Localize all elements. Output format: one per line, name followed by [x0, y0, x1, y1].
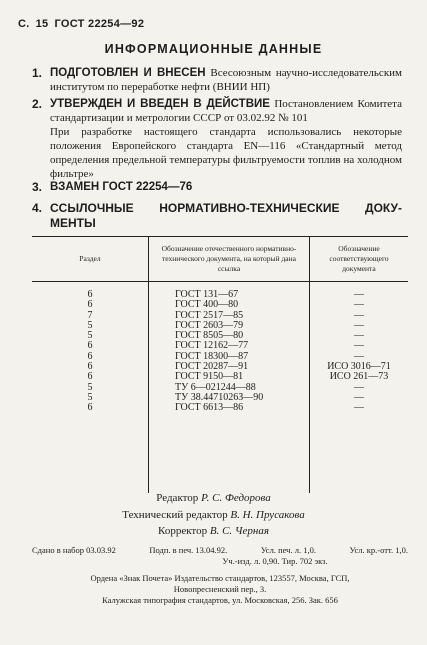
cell-document: ГОСТ 2517—85: [149, 311, 310, 321]
cell-corresponding: ИСО 3016—71: [310, 362, 409, 372]
cell-document: ГОСТ 400—80: [149, 300, 310, 310]
cell-document: ТУ 6—021244—88: [149, 383, 310, 393]
section-1-text: Всесоюзным научно-исследовательским институтом по переработке нефти (ВНИИ НП): [50, 67, 403, 93]
tech-editor-label: Технический редактор: [122, 509, 228, 521]
imprint-print-sheets: Усл. печ. л. 1,0.: [260, 545, 316, 555]
imprint: [32, 545, 408, 606]
cell-section: 7: [87, 309, 93, 321]
cell-document: ГОСТ 131—67: [149, 282, 310, 301]
section-2-number: 2.: [32, 97, 43, 111]
imprint-printer: Калужская типография стандартов, ул. Московская, 256. Зак. 656: [102, 595, 338, 605]
cell-document: ГОСТ 6613—86: [149, 403, 310, 493]
imprint-publisher: Ордена «Знак Почета» Издательство стандартов, 123557, Москва, ГСП,: [90, 573, 350, 583]
cell-section: 6: [87, 289, 93, 300]
table-row: [32, 403, 408, 493]
imprint-edition-line: Уч.-изд. л. 0,90. Тир. 702 экз.: [222, 556, 328, 566]
section-4: [32, 201, 402, 231]
cell-document: ТУ 38.4471026З—90: [149, 393, 310, 403]
section-1: [32, 66, 402, 94]
cell-corresponding: —: [310, 341, 409, 351]
editor-credit: [0, 492, 427, 504]
tech-editor-name: В. Н. Прусакова: [230, 509, 305, 521]
cell-document: ГОСТ 9150—81: [149, 372, 310, 382]
header-section: Раздел: [32, 237, 149, 282]
cell-document: ГОСТ 18300—87: [149, 352, 310, 362]
page-number: 15: [35, 18, 49, 30]
cell-section: 5: [87, 319, 93, 331]
tech-editor-credit: [0, 509, 427, 521]
table-row: [32, 282, 408, 301]
section-2-heading: УТВЕРЖДЕН И ВВЕДЕН В ДЕЙСТВИЕ: [50, 98, 270, 110]
table-header-row: [32, 237, 408, 282]
section-1-body: [50, 66, 402, 94]
section-4-word-1: ССЫЛОЧНЫЕ: [50, 201, 134, 215]
corrector-credit: [0, 525, 427, 537]
corrector-name: В. С. Черная: [209, 525, 269, 537]
cell-section: 6: [87, 371, 93, 383]
section-1-heading: ПОДГОТОВЛЕН И ВНЕСЕН: [50, 67, 206, 79]
cell-corresponding: —: [310, 393, 409, 403]
cell-corresponding: —: [310, 352, 409, 362]
references-table: [32, 236, 408, 493]
imprint-publisher-address: Новопресненский пер., 3.: [173, 584, 267, 594]
cell-corresponding: —: [310, 311, 409, 321]
cell-corresponding: —: [310, 300, 409, 310]
cell-corresponding: —: [310, 383, 409, 393]
header-letter: С.: [18, 18, 30, 30]
header-domestic-document: Обозначение отечественного нормативно-технического документа, на который дана ссылка: [149, 237, 310, 282]
section-3: [32, 180, 402, 194]
editor-name: Р. С. Федорова: [201, 492, 271, 504]
cell-document: ГОСТ 12162—77: [149, 341, 310, 351]
section-4-line-2: МЕНТЫ: [50, 216, 96, 230]
cell-corresponding: —: [310, 321, 409, 331]
section-2-body: [50, 97, 402, 125]
editor-label: Редактор: [156, 492, 199, 504]
section-1-number: 1.: [32, 66, 43, 80]
cell-section: 6: [87, 340, 93, 352]
cell-section: 5: [87, 391, 93, 403]
section-4-word-3: ДОКУ-: [365, 201, 402, 215]
page-header: [18, 18, 150, 30]
header-corresponding-document: Обозначение соответствующего документа: [310, 237, 409, 282]
imprint-typeset-date: Сдано в набор 03.03.92: [32, 545, 116, 555]
cell-corresponding: —: [310, 282, 409, 301]
cell-document: ГОСТ 20287—91: [149, 362, 310, 372]
imprint-color-proofs: Усл. кр.-отт. 1,0.: [349, 545, 408, 555]
section-3-number: 3.: [32, 180, 43, 194]
section-4-word-2: НОРМАТИВНО-ТЕХНИЧЕСКИЕ: [159, 201, 340, 215]
cell-document: ГОСТ 8505—80: [149, 331, 310, 341]
standard-code: ГОСТ 22254—92: [54, 18, 145, 30]
section-3-text: ВЗАМЕН ГОСТ 22254—76: [50, 181, 193, 193]
cell-corresponding: ИСО 261—73: [310, 372, 409, 382]
corrector-label: Корректор: [158, 525, 208, 537]
cell-section: 6: [87, 361, 93, 373]
cell-section: 5: [87, 381, 93, 393]
section-2: [32, 97, 402, 181]
section-2-text: Постановлением Комитета стандартизации и метрологии СССР от 03.02.92 № 101: [50, 98, 402, 124]
cell-section: 6: [87, 350, 93, 362]
section-2-note: При разработке настоящего стандарта использовались некоторые положения Европейского стандарта EN—116 «Стандартный метод определения предельной температуры фильтруемости топлив на холодном фильтре»: [50, 126, 402, 180]
cell-corresponding: —: [310, 331, 409, 341]
page-title: ИНФОРМАЦИОННЫЕ ДАННЫЕ: [104, 42, 323, 56]
section-4-number: 4.: [32, 201, 43, 215]
imprint-print-date: Подп. в печ. 13.04.92.: [149, 545, 228, 555]
cell-corresponding: —: [310, 403, 409, 493]
cell-section: 6: [87, 402, 93, 414]
cell-section: 6: [87, 299, 93, 311]
cell-document: ГОСТ 2603—79: [149, 321, 310, 331]
cell-section: 5: [87, 330, 93, 342]
